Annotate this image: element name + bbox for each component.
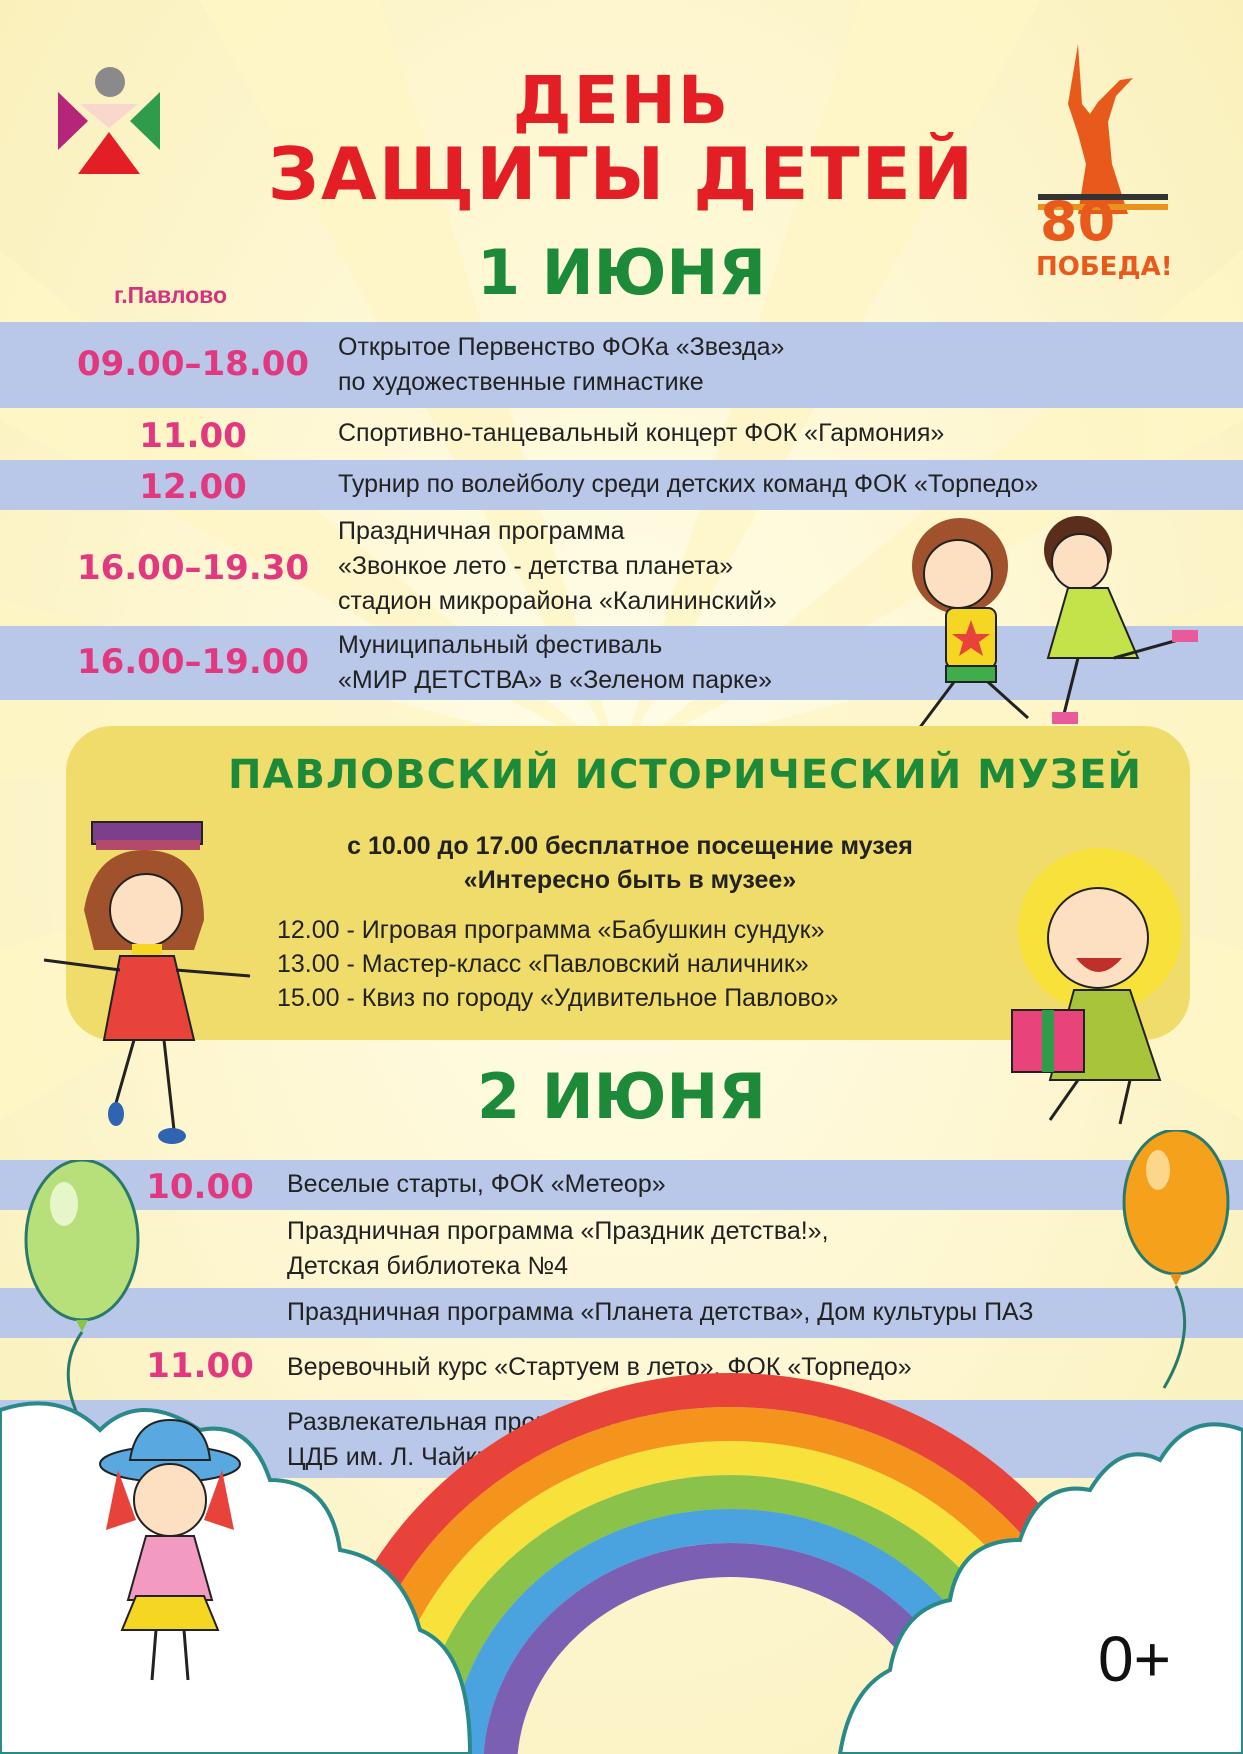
event-time: 10.00	[146, 1167, 254, 1207]
museum-program-name: «Интересно быть в музее»	[463, 866, 797, 894]
page-title-line2: ЗАЩИТЫ ДЕТЕЙ	[267, 132, 976, 216]
museum-subtitle: с 10.00 до 17.00 бесплатное посещение музея	[347, 832, 913, 860]
museum-item: 12.00 - Игровая программа «Бабушкин сундук»	[277, 916, 825, 944]
event-time: 09.00–18.00	[76, 344, 310, 384]
event-description: Праздничная программа «Планета детства», Дом культуры ПАЗ	[287, 1298, 1034, 1326]
event-description: Спортивно-танцевальный концерт ФОК «Гармония»	[338, 419, 945, 447]
event-time: 12.00	[139, 467, 247, 507]
event-description: Веревочный курс «Стартуем в лето», ФОК «Торпедо»	[287, 1353, 912, 1381]
event-description: Веселые старты, ФОК «Метеор»	[287, 1170, 666, 1198]
event-description: Праздничная программа «Праздник детства!», Детская библиотека №4	[287, 1217, 829, 1280]
event-description: Праздничная программа «Звонкое лето - детства планета» стадион микрорайона «Калининский»	[338, 517, 777, 615]
city-label: г.Павлово	[114, 282, 228, 308]
schedule-row	[0, 1160, 1243, 1210]
victory-label: ПОБЕДА!	[1036, 252, 1173, 282]
museum-item: 13.00 - Мастер-класс «Павловский наличник»	[277, 950, 809, 978]
event-description: Развлекательная программа «Ура! Зажигает детвора!», ЦДБ им. Л. Чайкиной	[287, 1408, 934, 1471]
event-time: 11.00	[139, 416, 247, 456]
schedule-row	[0, 410, 1243, 458]
orange-balloon-illustration	[1118, 1130, 1238, 1390]
event-description: Турнир по волейболу среди детских команд ФОК «Торпедо»	[338, 470, 1039, 498]
running-kids-illustration	[888, 508, 1218, 738]
event-description: Муниципальный фестиваль «МИР ДЕТСТВА» в «Зеленом парке»	[338, 631, 773, 694]
event-time: 16.00–19.30	[76, 548, 310, 588]
day1-date: 1 ИЮНЯ	[476, 236, 767, 309]
schedule-row	[0, 322, 1243, 408]
event-time: 11.00	[146, 1346, 254, 1386]
event-time: 16.00–19.00	[76, 642, 310, 682]
schedule-row	[0, 1288, 1243, 1338]
page-title-line1: ДЕНЬ	[512, 62, 731, 139]
museum-item: 15.00 - Квиз по городу «Удивительное Павлово»	[277, 984, 839, 1012]
age-rating: 0+	[1098, 1623, 1171, 1695]
event-description: Открытое Первенство ФОКа «Звезда» по художественные гимнастике	[338, 333, 785, 396]
schedule-row	[0, 1212, 1243, 1286]
girl-with-hat-illustration	[96, 1410, 246, 1690]
day2-date: 2 ИЮНЯ	[476, 1060, 767, 1133]
museum-title: ПАВЛОВСКИЙ ИСТОРИЧЕСКИЙ МУЗЕЙ	[228, 752, 1142, 798]
victory-number: 80	[1040, 190, 1116, 253]
schedule-row	[0, 460, 1243, 510]
